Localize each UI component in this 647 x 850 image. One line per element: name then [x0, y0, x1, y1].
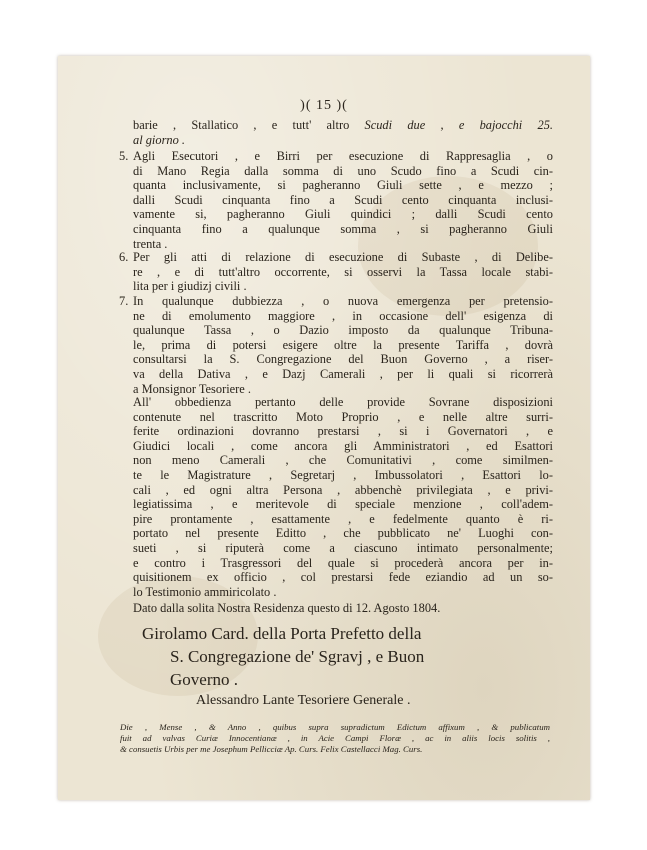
item-number: 5.	[119, 149, 129, 163]
text-line: cinquanta fino a qualunque somma , si pagheranno Giuli	[133, 221, 553, 236]
text-line: lo Testimonio ammiricolato .	[133, 584, 277, 599]
text-line: quanta inclusivamente, si pagheranno Giuli sette , e mezzo ;	[133, 178, 553, 193]
item-number: 6.	[119, 250, 129, 264]
text-line: al giorno .	[133, 132, 185, 147]
text-line: portato nel presente Editto , che pubblicato ne' Luoghi con-	[133, 526, 553, 541]
text-line: Die , Mense , & Anno , quibus supra supradictum Edictum affixum , & publicatum	[120, 722, 550, 732]
date-line: Dato dalla solita Nostra Residenza questo di 12. Agosto 1804.	[133, 601, 441, 615]
text-line: dalli Scudi cinquanta fino a Scudi cento cinquanta inclusi-	[133, 192, 553, 207]
text-line: sueti , si riputerà come a ciascuno intimato personalmente;	[133, 540, 553, 555]
text-line: re , e di tutt'altro occorrente, si osservi la Tassa locale stabi-	[133, 264, 553, 279]
text-line: di Mano Regia dalla somma di uno Scudo fino a Scudi cin-	[133, 163, 553, 178]
text-line: te le Magistrature , Segretarj , Imbussolatori , Esattori lo-	[133, 467, 553, 482]
closing-paragraph	[133, 395, 553, 599]
treasurer-signature: Alessandro Lante Tesoriere Generale .	[196, 693, 411, 708]
publication-footer	[120, 722, 550, 755]
text-line: Agli Esecutori , e Birri per esecuzione di Rappresaglia , o	[133, 149, 553, 163]
text-line: ne di emolumento maggiore , in occasione dell' esigenza di	[133, 308, 553, 323]
text-line: contenute nel trascritto Moto Proprio , e nelle altre surri-	[133, 409, 553, 424]
signature-line: Girolamo Card. della Porta Prefetto della	[142, 624, 422, 643]
continuation-text	[133, 118, 553, 147]
text-line: Giudici locali , come ancora gli Amministratori , ed Esattori	[133, 438, 553, 453]
text-line: e contro i Trasgressori del quale si procederà ancora per in-	[133, 555, 553, 570]
text-line: va della Dativa , e Dazj Camerali , per li quali si ricorrerà	[133, 366, 553, 381]
text-line: quisitionem ex officio , col prestarsi fede eziandio ad un so-	[133, 570, 553, 585]
text-line: barie , Stallatico , e tutt' altro Scudi due , e bajocchi 25.	[133, 118, 553, 132]
document-page	[58, 56, 590, 800]
text-line: pire prontamente , esattamente , e fedelmente quanto è ri-	[133, 511, 553, 526]
text-line: le, prima di potersi esigere oltre la presente Tariffa , dovrà	[133, 337, 553, 352]
tariff-item-5	[119, 149, 553, 251]
text-line: lita per i giudizj civili .	[133, 279, 247, 294]
signature-line: S. Congregazione de' Sgravj , e Buon	[170, 647, 425, 666]
text-line: non meno Camerali , che Comunitativi , come similmen-	[133, 453, 553, 468]
text-line: In qualunque dubbiezza , o nuova emergenza per pretensio-	[133, 294, 553, 308]
text-line: cali , ed ogni altra Persona , abbenchè privilegiata , e privi-	[133, 482, 553, 497]
text-line: & consuetis Urbis per me Josephum Pellicciæ Ap. Curs. Felix Castellacci Mag. Curs.	[120, 744, 423, 754]
text-line: vamente si, pagheranno Giuli quindici ; dalli Scudi cento	[133, 207, 553, 222]
text-line: Per gli atti di relazione di esecuzione di Subaste , di Delibe-	[133, 250, 553, 264]
item-number: 7.	[119, 294, 129, 308]
text-line: qualunque Tassa , o Dazio imposto da qualunque Tribuna-	[133, 323, 553, 338]
text-line: trenta .	[133, 236, 168, 251]
tariff-item-7	[119, 294, 553, 396]
text-line: ferite ordinazioni dovranno prestarsi , si i Governatori , e	[133, 424, 553, 439]
page-number: )( 15 )(	[300, 98, 348, 113]
text-line: fuit ad valvas Curiæ Innocentianæ , in Acie Campi Floræ , ac in aliis locis solitis ,	[120, 733, 550, 743]
tariff-item-6	[119, 250, 553, 294]
text-line: consultarsi la S. Congregazione del Buon Governo , a riser-	[133, 352, 553, 367]
signature-line: Governo .	[170, 670, 238, 689]
text-line: a Monsignor Tesoriere .	[133, 381, 251, 396]
text-line: legiatissima , e meritevole di speciale menzione , coll'adem-	[133, 497, 553, 512]
text-line: All' obbedienza pertanto delle provide Sovrane disposizioni	[133, 395, 553, 409]
